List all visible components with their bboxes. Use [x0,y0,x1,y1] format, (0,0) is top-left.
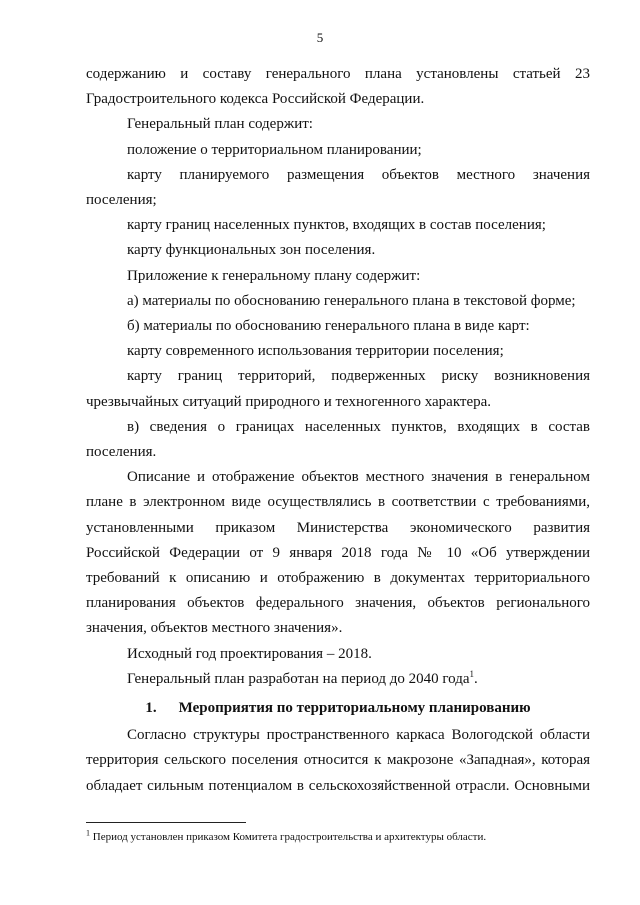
paragraph: карту границ территорий, подверженных риску возникновения чрезвычайных ситуаций природного и техногенного характера. [86,368,590,410]
paragraph: Описание и отображение объектов местного значения в генеральном плане в электронном виде осуществлялись в соответствии с требованиями, установленными приказом Министерства экономического развития Российской Федерации от 9 января 2018 года № 10 «Об утверждении требований к описанию и отображению в документах территориального планирования объектов федерального значения, объектов регионального значения, объектов местного значения». [86,469,590,637]
page-number: 5 [316,30,324,45]
section-heading [86,696,590,721]
paragraph: б) материалы по обоснованию генерального плана в виде карт: [127,318,530,335]
period-text: Генеральный план разработан на период до 2040 года [127,670,470,687]
paragraph: Генеральный план содержит: [127,116,313,133]
period-paragraph [86,667,590,692]
document-body [86,62,590,799]
paragraph: положение о территориальном планировании; [127,141,422,158]
footnote-divider [86,822,246,823]
footnote-text: Период установлен приказом Комитета градостроительства и архитектуры области. [92,831,487,843]
paragraph: карту планируемого размещения объектов местного значения поселения; [86,166,590,209]
paragraph: карту современного использования территории поселения; [127,343,504,360]
footnote [86,830,590,844]
paragraph: Согласно структуры пространственного каркаса Вологодской области территория сельского поселения относится к макрозоне «Западная», которая обладает сильным потенциалом в сельскохозяйственной отрасли. Основными [86,727,590,794]
period-end: . [474,670,478,687]
section-title: Мероприятия по территориальному планированию [178,700,531,717]
paragraph: содержанию и составу генерального плана установлены статьей 23 Градостроительного кодекса Российской Федерации. [86,66,590,108]
paragraph: карту границ населенных пунктов, входящих в состав поселения; [127,217,546,234]
paragraph: Исходный год проектирования – 2018. [127,645,372,662]
paragraph: а) материалы по обоснованию генерального плана в текстовой форме; [127,292,576,309]
footnote-reference[interactable]: 1 [469,668,475,679]
paragraph: Приложение к генеральному плану содержит: [127,267,421,284]
section-number: 1. [145,700,157,717]
paragraph: карту функциональных зон поселения. [127,242,376,259]
paragraph: в) сведения о границах населенных пунктов, входящих в состав поселения. [86,418,590,461]
footnote-mark: 1 [86,828,90,838]
